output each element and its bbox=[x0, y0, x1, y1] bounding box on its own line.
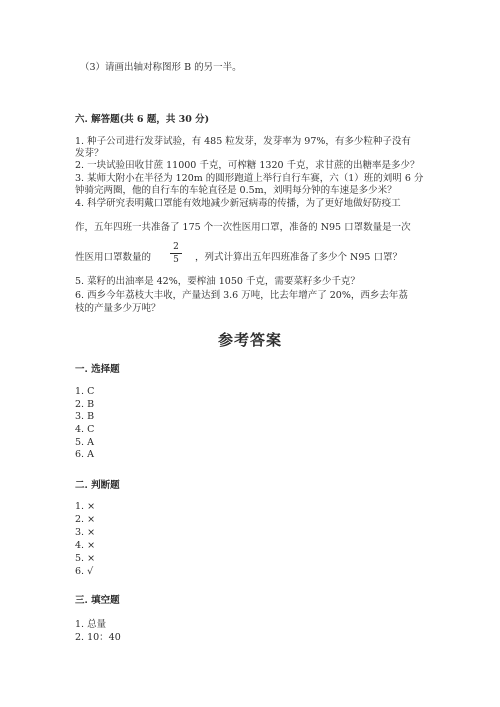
list-item: 1. 总量 bbox=[75, 619, 107, 630]
list-item: 4. C bbox=[75, 424, 95, 435]
answers-part2-heading: 二. 判断题 bbox=[75, 480, 120, 491]
q1-line2: 发芽？ bbox=[75, 148, 104, 159]
q4-line2: 作，五年四班一共准备了 175 个一次性医用口罩，准备的 N95 口罩数量是一次 bbox=[75, 222, 411, 233]
answers-part3-heading: 三. 填空题 bbox=[75, 595, 120, 606]
answers-part1-heading: 一. 选择题 bbox=[75, 364, 120, 375]
list-item: 3. × bbox=[75, 527, 96, 538]
q6-line2: 枝的产量多少万吨？ bbox=[75, 303, 161, 314]
q1-line1: 1. 种子公司进行发芽试验，有 485 粒发芽，发芽率为 97%，有多少粒种子没有 bbox=[75, 136, 411, 147]
q3-line2: 钟骑完两圈，他的自行车的车轮直径是 0.5m，刘明每分钟的车速是多少米？ bbox=[75, 185, 397, 196]
list-item: 2. 10：40 bbox=[75, 632, 121, 643]
list-item: 3. B bbox=[75, 411, 95, 422]
list-item: 6. √ bbox=[75, 566, 94, 577]
fraction-bar bbox=[170, 253, 182, 254]
fraction-denominator: 5 bbox=[173, 255, 179, 265]
q4-line1: 4. 科学研究表明戴口罩能有效地减少新冠病毒的传播，为了更好地做好防疫工 bbox=[75, 198, 401, 209]
list-item: 4. × bbox=[75, 540, 96, 551]
list-item: 6. A bbox=[75, 449, 94, 460]
list-item: 1. × bbox=[75, 501, 96, 512]
question-3-text: （3）请画出轴对称图形 B 的另一半。 bbox=[80, 62, 242, 73]
list-item: 5. × bbox=[75, 553, 96, 564]
q3-line1: 3. 某师大附小在半径为 120m 的圆形跑道上举行自行车赛，六（1）班的刘明 6 分 bbox=[75, 173, 424, 184]
list-item: 2. × bbox=[75, 514, 96, 525]
q4-line3a: 性医用口罩数量的 bbox=[75, 252, 152, 263]
q6-line1: 6. 西乡今年荔枝大丰收，产量达到 3.6 万吨，比去年增产了 20%，西乡去年荔 bbox=[75, 290, 408, 301]
fraction-numerator: 2 bbox=[173, 242, 179, 252]
list-item: 5. A bbox=[75, 437, 94, 448]
answers-title: 参考答案 bbox=[217, 331, 282, 349]
list-item: 2. B bbox=[75, 399, 95, 410]
q4-line3b: ，列式计算出五年四班准备了多少个 N95 口罩？ bbox=[195, 252, 402, 263]
fraction-two-fifths bbox=[170, 242, 182, 265]
section-6-heading: 六. 解答题(共 6 题，共 30 分) bbox=[75, 114, 210, 125]
list-item: 1. C bbox=[75, 386, 95, 397]
q5-text: 5. 菜籽的出油率是 42%，要榨油 1050 千克，需要菜籽多少千克？ bbox=[75, 276, 360, 287]
q2-text: 2. 一块试验田收甘蔗 11000 千克，可榨糖 1320 千克，求甘蔗的出糖率是多少？ bbox=[75, 160, 420, 171]
